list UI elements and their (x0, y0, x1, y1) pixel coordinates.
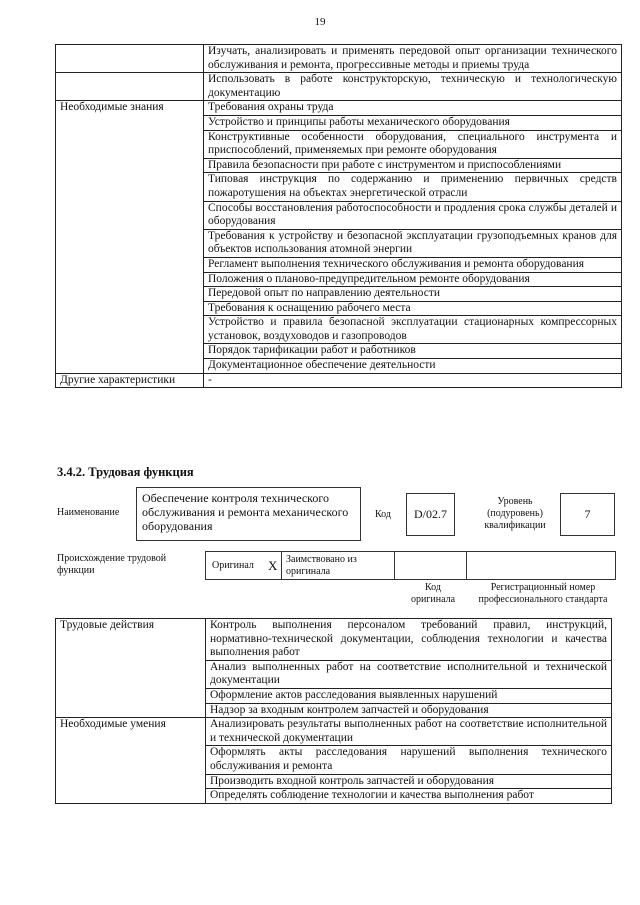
action-cell: Надзор за входным контролем запчастей и оборудования (206, 703, 612, 718)
level-box: 7 (560, 493, 615, 536)
knowledge-cell: Конструктивные особенности оборудования, специального инструмента и приспособлений, применяемых при ремонте оборудования (204, 130, 622, 158)
original-label: Оригинал (212, 560, 254, 571)
knowledge-cell: Правила безопасности при работе с инструментом и приспособлениями (204, 158, 622, 173)
knowledge-cell: Требования к устройству и безопасной эксплуатации грузоподъемных кранов для объектов использования атомной энергии (204, 229, 622, 257)
reg-number-cell (467, 552, 615, 579)
knowledge-cell: Порядок тарификации работ и работников (204, 344, 622, 359)
code-label: Код (375, 509, 391, 520)
other-characteristics-label: Другие характеристики (56, 373, 204, 388)
section-heading: 3.4.2. Трудовая функция (57, 465, 194, 479)
action-cell: Контроль выполнения персоналом требований правил, инструкций, нормативно-технической документации, соблюдения технологии и качества выполнения работ (206, 619, 612, 661)
knowledge-cell: Требования к оснащению рабочего места (204, 301, 622, 316)
other-characteristics-value: - (204, 373, 622, 388)
code-box: D/02.7 (406, 493, 455, 536)
origin-table (205, 551, 616, 580)
skill-cell: Оформлять акты расследования нарушений выполнения технического обслуживания и ремонта (206, 746, 612, 774)
name-label: Наименование (57, 507, 120, 518)
table-row (56, 718, 612, 746)
level-label: Уровень (подуровень) квалификации (484, 496, 546, 531)
required-skills-label: Необходимые умения (56, 718, 206, 804)
knowledge-cell: Устройство и правила безопасной эксплуатации стационарных компрессорных установок, воздуховодов и газопроводов (204, 316, 622, 344)
skill-cell: Определять соблюдение технологии и качества выполнения работ (206, 789, 612, 804)
action-cell: Оформление актов расследования выявленных нарушений (206, 688, 612, 703)
knowledge-cell: Требования охраны труда (204, 101, 622, 116)
empty-label-cell (56, 45, 204, 73)
borrowed-cell: Заимствовано из оригинала (282, 552, 395, 579)
original-cell (206, 552, 282, 579)
labor-actions-label: Трудовые действия (56, 619, 206, 718)
knowledge-cell: Устройство и принципы работы механического оборудования (204, 115, 622, 130)
knowledge-cell: Регламент выполнения технического обслуживания и ремонта оборудования (204, 257, 622, 272)
table-row (56, 101, 622, 116)
skill-cell: Изучать, анализировать и применять передовой опыт организации технического обслуживания и ремонта, прогрессивные методы и приемы труда (204, 45, 622, 73)
table-row (56, 619, 612, 661)
competency-table-top (55, 44, 622, 388)
table-row (56, 73, 622, 101)
knowledge-cell: Типовая инструкция по содержанию и применению первичных средств пожаротушения на объектах энергетической отрасли (204, 173, 622, 201)
reg-number-label: Регистрационный номер профессионального стандарта (478, 582, 608, 605)
origin-label: Происхождение трудовой функции (57, 553, 167, 576)
knowledge-cell: Положения о планово-предупредительном ремонте оборудования (204, 272, 622, 287)
original-mark: X (268, 558, 278, 573)
knowledge-cell: Передовой опыт по направлению деятельности (204, 287, 622, 302)
knowledge-cell: Документационное обеспечение деятельности (204, 359, 622, 374)
skill-cell: Производить входной контроль запчастей и оборудования (206, 774, 612, 789)
knowledge-label: Необходимые знания (56, 101, 204, 373)
skill-cell: Использовать в работе конструкторскую, техническую и технологическую документацию (204, 73, 622, 101)
page-number: 19 (314, 16, 326, 28)
skill-cell: Анализировать результаты выполненных работ на соответствие исполнительной и технической документации (206, 718, 612, 746)
competency-table-bottom (55, 618, 612, 804)
empty-label-cell (56, 73, 204, 101)
function-name-box: Обеспечение контроля технического обслуживания и ремонта механического оборудования (136, 487, 361, 541)
action-cell: Анализ выполненных работ на соответствие исполнительной и технической документации (206, 660, 612, 688)
knowledge-cell: Способы восстановления работоспособности и продления срока службы деталей и оборудования (204, 201, 622, 229)
table-row (56, 373, 622, 388)
code-original-label: Код оригинала (410, 582, 456, 605)
table-row (56, 45, 622, 73)
code-original-cell (395, 552, 467, 579)
